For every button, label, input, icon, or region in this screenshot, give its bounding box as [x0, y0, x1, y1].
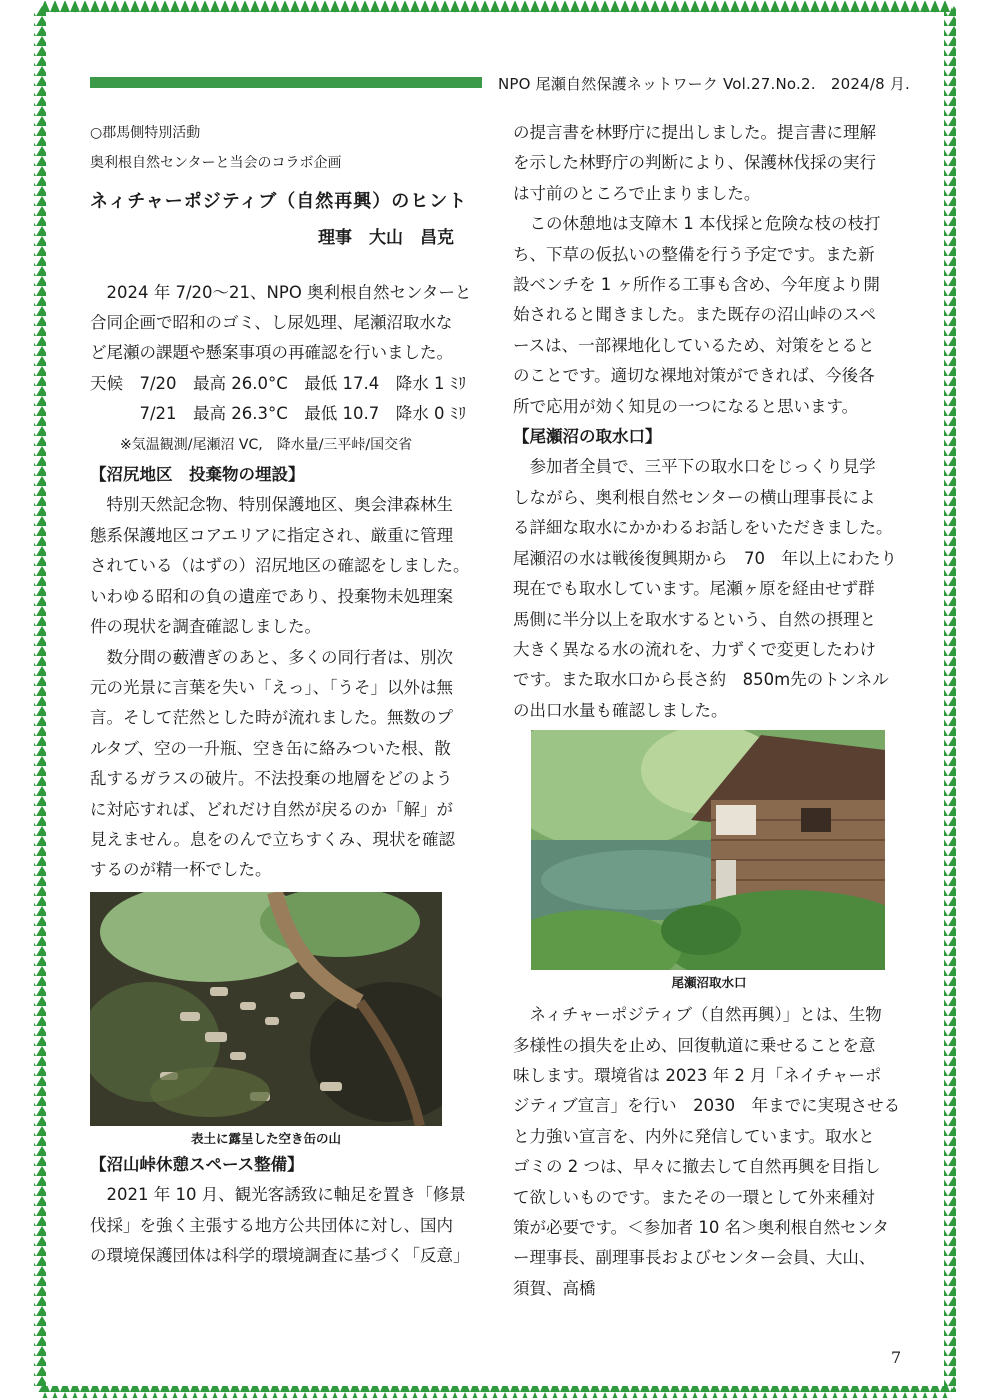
body-line: 策が必要です。＜参加者 10 名＞奥利根自然センタ: [513, 1217, 890, 1237]
body-line: と力強い宣言を、内外に発信しています。取水と: [513, 1126, 875, 1146]
body-line: 参加者全員で、三平下の取水口をじっくり見学: [529, 457, 876, 477]
body-line: 多様性の損失を止め、回復軌道に乗せることを意: [513, 1035, 876, 1055]
section-heading: 【沼尻地区 投棄物の埋設】: [90, 465, 305, 485]
body-line: しながら、奥利根自然センターの横山理事長によ: [513, 487, 876, 507]
water-intake-photo: [531, 730, 885, 970]
body-line: 所で応用が効く知見の一つになると思います。: [513, 396, 859, 416]
body-line: 2021 年 10 月、観光客誘致に軸足を置き「修景: [106, 1185, 466, 1205]
body-line: ゴミの 2 つは、早々に撤去して自然再興を目指し: [513, 1157, 881, 1177]
body-line: 元の光景に言葉を失い「えっ」、「うそ」以外は無: [90, 677, 453, 697]
body-line: 伐採」を強く主張する地方公共団体に対し、国内: [90, 1215, 453, 1235]
right-column: [513, 118, 905, 1304]
body-line: ち、下草の仮払いの整備を行う予定です。また新: [513, 244, 875, 264]
intro-line: 合同企画で昭和のゴミ、し尿処理、尾瀬沼取水な: [90, 313, 453, 333]
body-line: 馬側に半分以上を取水するという、自然の摂理と: [513, 609, 876, 629]
intro-line: ど尾瀬の課題や懸案事項の再確認を行いました。: [90, 343, 453, 363]
body-line: 設ベンチを 1 ヶ所作る工事も含め、今年度より開: [513, 275, 880, 295]
article-title: ネィチャーポジティブ（自然再興）のヒント: [90, 190, 468, 212]
body-line: 特別天然記念物、特別保護地区、奥会津森林生: [106, 495, 453, 515]
photo-caption: 表土に露呈した空き缶の山: [190, 1130, 341, 1146]
body-line: 味します。環境省は 2023 年 2 月「ネイチャーポ: [513, 1065, 882, 1085]
intro-line: 2024 年 7/20～21、NPO 奥利根自然センターと: [106, 282, 472, 302]
body-line: 須賀、高橋: [513, 1278, 596, 1298]
article-subtitle: 奥利根自然センターと当会のコラボ企画: [90, 155, 342, 172]
header-text: NPO 尾瀬自然保護ネットワーク Vol.27.No.2. 2024/8 月.: [498, 75, 910, 93]
body-line: 乱するガラスの破片。不法投棄の地層をどのよう: [90, 769, 453, 789]
section-heading: 【尾瀬沼の取水口】: [513, 427, 662, 447]
body-line: するのが精一杯でした。: [90, 860, 272, 880]
body-line: の提言書を林野庁に提出しました。提言書に理解: [513, 123, 876, 142]
weather-line: 7/21 最高 26.3°C 最低 10.7 降水 0 ﾐﾘ: [90, 404, 467, 424]
body-line: ネィチャーポジティブ（自然再興）」とは、生物: [529, 1005, 882, 1025]
photo-caption: 尾瀬沼取水口: [671, 975, 747, 991]
left-column: [90, 118, 482, 1271]
body-line: は寸前のところで止まりました。: [513, 183, 761, 203]
section-heading: 【沼山峠休憩スペース整備】: [90, 1154, 304, 1174]
body-line: ースは、一部裸地化しているため、対策をとると: [513, 335, 875, 355]
body-line: 態系保護地区コアエリアに指定され、厳重に管理: [90, 525, 454, 545]
body-line: されている（はずの）沼尻地区の確認をしました。: [90, 556, 470, 576]
article-author: 理事 大山 昌克: [318, 228, 454, 249]
body-line: に対応すれば、どれだけ自然が戻るのか「解」が: [90, 799, 453, 819]
body-line: の環境保護団体は科学的環境調査に基づく「反意」: [90, 1245, 470, 1265]
weather-line: 天候 7/20 最高 26.0°C 最低 17.4 降水 1 ﾐﾘ: [90, 373, 467, 393]
trash-photo: [90, 892, 442, 1126]
body-line: この休憩地は支障木 1 本伐採と危険な枝の枝打: [529, 214, 881, 234]
body-line: 尾瀬沼の水は戦後復興期から 70 年以上にわたり: [513, 548, 897, 568]
header-bar: [90, 77, 482, 88]
body-line: 件の現状を調査確認しました。: [90, 617, 321, 637]
section-label: ○郡馬側特別活動: [90, 125, 201, 141]
body-line: 見えません。息をのんで立ちすくみ、現状を確認: [90, 829, 455, 849]
body-line: 大きく異なる水の流れを、力ずくで変更したわけ: [513, 639, 876, 659]
body-line: 数分間の藪漕ぎのあと、多くの同行者は、別次: [106, 647, 453, 667]
body-line: 始されると聞きました。また既存の沼山峠のスペ: [513, 305, 876, 325]
body-line: ー理事長、副理事長およびセンター会員、大山、: [513, 1248, 876, 1268]
body-line: です。また取水口から長さ約 850m先のトンネル: [513, 670, 889, 690]
page-number: 7: [891, 1348, 902, 1367]
body-line: のことです。適切な裸地対策ができれば、今後各: [513, 366, 875, 386]
body-line: て欲しいものです。またその一環として外来種対: [513, 1187, 875, 1207]
weather-note: ※気温観測/尾瀬沼 VC, 降水量/三平峠/国交省: [120, 436, 413, 453]
body-line: の出口水量も確認しました。: [513, 700, 728, 720]
body-line: 言。そして茫然とした時が流れました。無数のプ: [90, 708, 453, 728]
body-line: を示した林野庁の判断により、保護林伐採の実行: [513, 153, 876, 173]
body-line: ジティブ宣言」を行い 2030 年までに実現させる: [513, 1096, 901, 1116]
body-line: いわゆる昭和の負の遺産であり、投棄物未処理案: [90, 586, 453, 606]
body-line: ルタブ、空の一升瓶、空き缶に絡みついた根、散: [90, 738, 451, 758]
body-line: る詳細な取水にかかわるお話しをいただきました。: [513, 518, 893, 538]
body-line: 現在でも取水しています。尾瀬ヶ原を経由せず群: [513, 579, 875, 599]
